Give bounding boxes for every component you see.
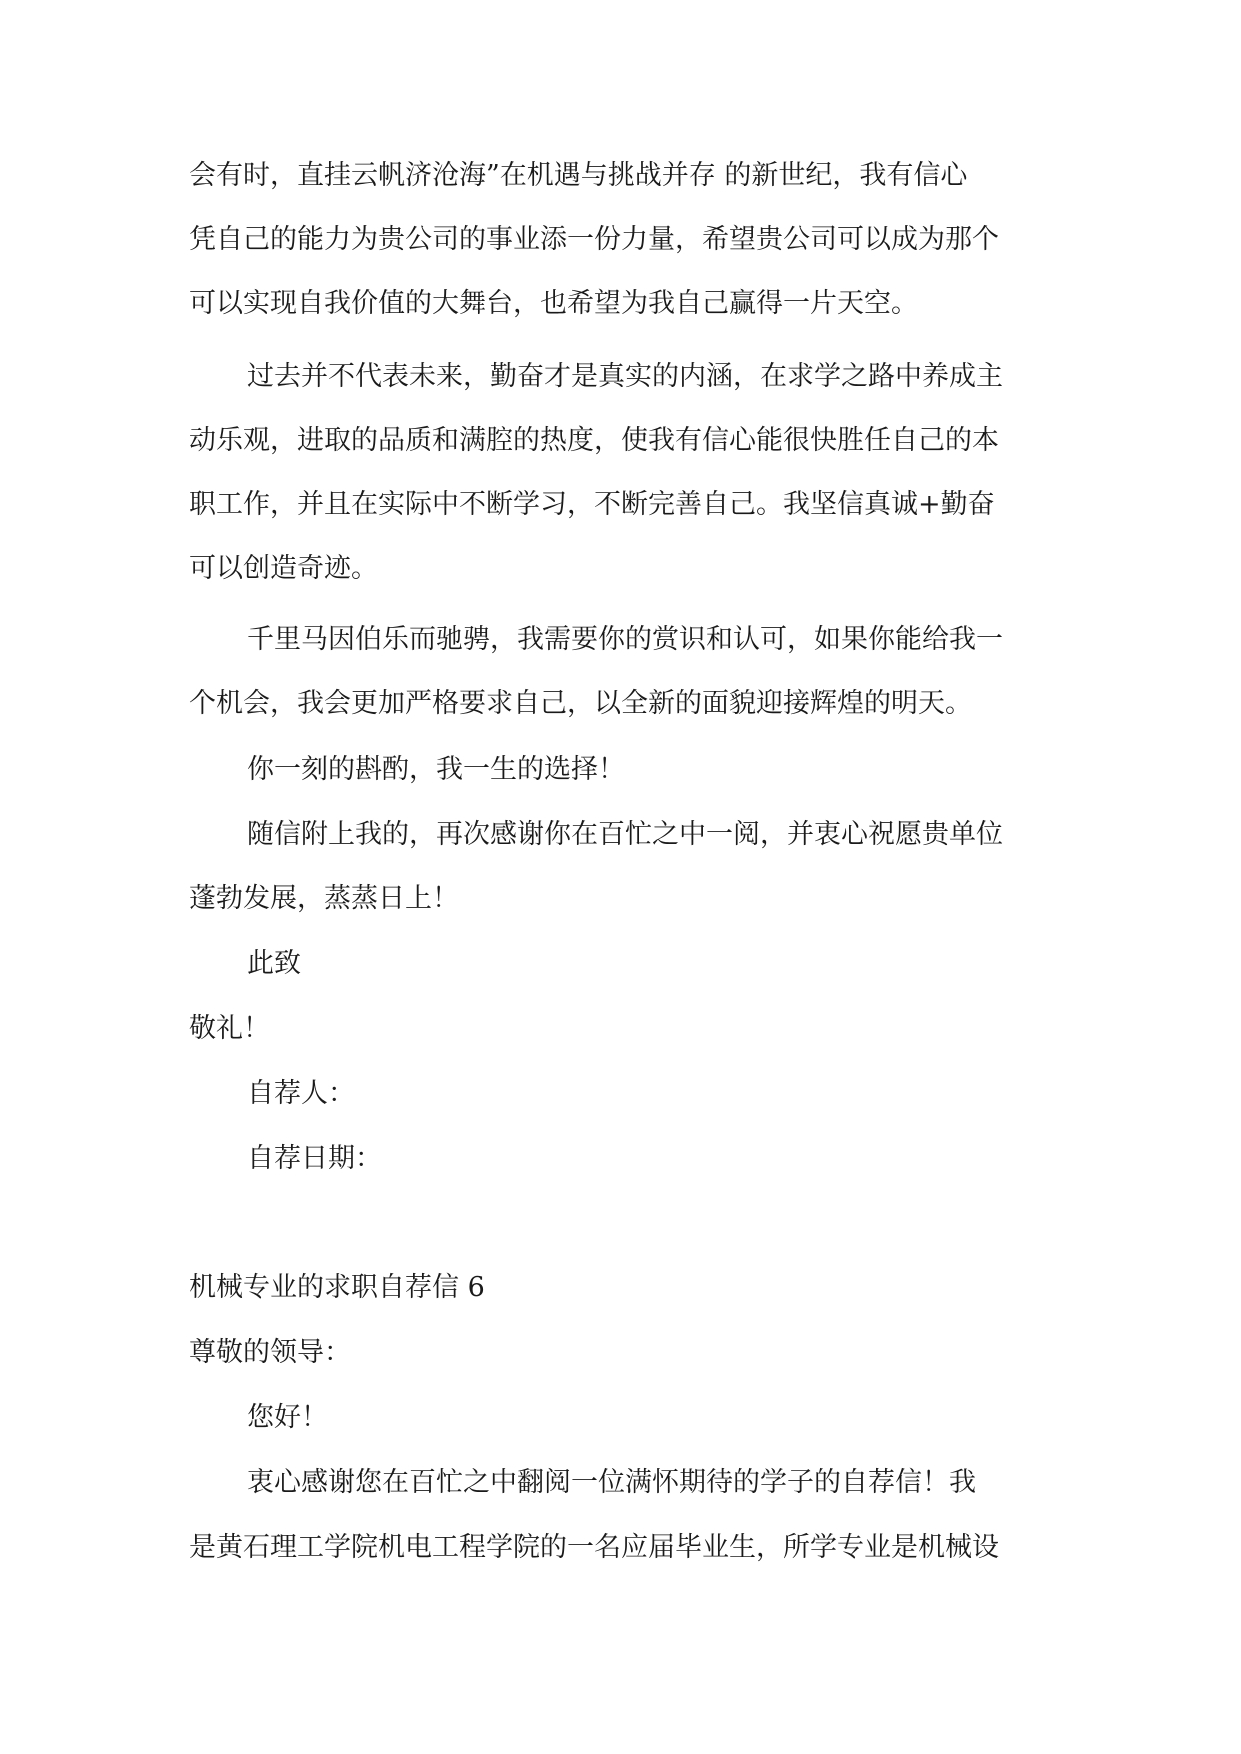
closing-salutation: 此致 [247, 948, 301, 979]
letter-hello: 您好！ [247, 1402, 328, 1433]
paragraph-start: 千里马因伯乐而驰骋，我需要你的赏识和认可，如果你能给我一 [247, 624, 1003, 655]
paragraph-start: 过去并不代表未来，勤奋才是真实的内涵，在求学之路中养成主 [247, 361, 1003, 392]
text-line: 个机会，我会更加严格要求自己，以全新的面貌迎接辉煌的明天。 [189, 688, 972, 719]
letter-greeting: 尊敬的领导： [189, 1337, 351, 1368]
paragraph-start: 衷心感谢您在百忙之中翻阅一位满怀期待的学子的自荐信！我 [247, 1467, 976, 1498]
text-line: 职工作，并且在实际中不断学习，不断完善自己。我坚信真诚+勤奋 [189, 489, 995, 520]
text-line: 凭自己的能力为贵公司的事业添一份力量，希望贵公司可以成为那个 [189, 224, 999, 255]
closing-regards: 敬礼！ [189, 1013, 270, 1044]
text-line: 会有时，直挂云帆济沧海”在机遇与挑战并存 的新世纪，我有信心 [189, 160, 968, 191]
text-line: 动乐观，进取的品质和满腔的热度，使我有信心能很快胜任自己的本 [189, 425, 999, 456]
text-line: 可以创造奇迹。 [189, 553, 378, 584]
signature-date: 自荐日期： [247, 1143, 382, 1174]
paragraph-start: 随信附上我的，再次感谢你在百忙之中一阅，并衷心祝愿贵单位 [247, 819, 1003, 850]
text-line: 是黄石理工学院机电工程学院的一名应届毕业生，所学专业是机械设 [189, 1532, 999, 1563]
signature-recommender: 自荐人： [247, 1078, 355, 1109]
section-title: 机械专业的求职自荐信 6 [189, 1272, 485, 1303]
text-line: 可以实现自我价值的大舞台，也希望为我自己赢得一片天空。 [189, 288, 918, 319]
paragraph-start: 你一刻的斟酌，我一生的选择！ [247, 754, 625, 785]
text-line: 蓬勃发展，蒸蒸日上！ [189, 883, 459, 914]
